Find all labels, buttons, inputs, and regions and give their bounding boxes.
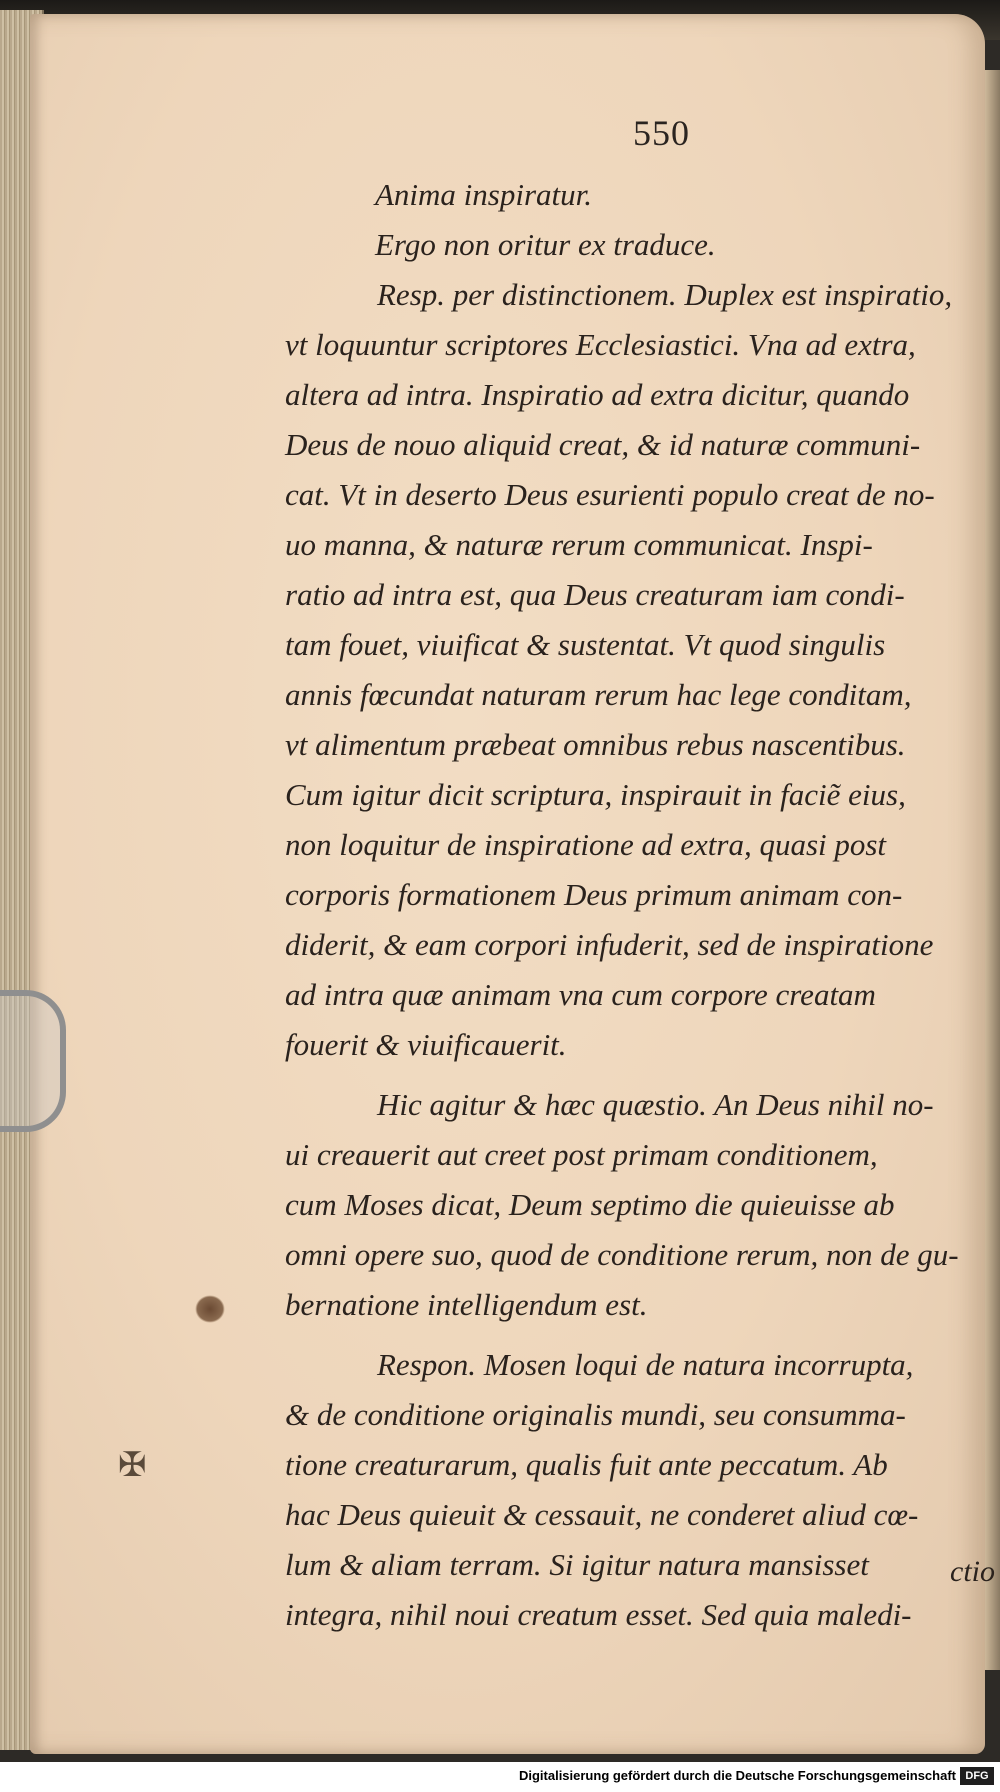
text-line: ui creauerit aut creet post primam conditionem, (285, 1137, 878, 1172)
text-line: non loquitur de inspiratione ad extra, quasi post (285, 827, 887, 862)
dfg-logo-icon: DFG (960, 1767, 994, 1785)
text-line: integra, nihil noui creatum esset. Sed quia maledi- (285, 1597, 912, 1632)
text-line: Ergo non oritur ex traduce. (375, 227, 716, 262)
text-line: vt loquuntur scriptores Ecclesiastici. Vna ad extra, (285, 327, 916, 362)
text-line: tione creaturarum, qualis fuit ante peccatum. Ab (285, 1447, 888, 1482)
text-line: vt alimentum præbeat omnibus rebus nascentibus. (285, 727, 906, 762)
text-line: Respon. Mosen loqui de natura incorrupta, (377, 1347, 914, 1382)
text-line: & de conditione originalis mundi, seu consumma- (285, 1397, 906, 1432)
text-line: bernatione intelligendum est. (285, 1287, 648, 1322)
text-line: cum Moses dicat, Deum septimo die quieuisse ab (285, 1187, 895, 1222)
text-line: ad intra quæ animam vna cum corpore creatam (285, 977, 876, 1012)
page-text (285, 170, 985, 1640)
text-line: Hic agitur & hæc quæstio. An Deus nihil no- (377, 1087, 934, 1122)
page-number: 550 (633, 113, 690, 153)
text-line: tam fouet, viuificat & sustentat. Vt quod singulis (285, 627, 886, 662)
text-line: Anima inspiratur. (375, 177, 593, 212)
text-line: lum & aliam terram. Si igitur natura mansisset (285, 1547, 869, 1582)
text-line: uo manna, & naturæ rerum communicat. Inspi- (285, 527, 873, 562)
page-clip (0, 990, 66, 1132)
text-line: cat. Vt in deserto Deus esurienti populo creat de no- (285, 477, 935, 512)
book-right-edge (985, 70, 1000, 1670)
text-line: fouerit & viuificauerit. (285, 1027, 567, 1062)
text-line: hac Deus quieuit & cessauit, ne conderet aliud cœ- (285, 1497, 919, 1532)
text-line: ratio ad intra est, qua Deus creaturam iam condi- (285, 577, 905, 612)
text-line: Deus de nouo aliquid creat, & id naturæ communi- (285, 427, 921, 462)
text-line: Cum igitur dicit scriptura, inspirauit in faciẽ eius, (285, 777, 906, 812)
text-line: altera ad intra. Inspiratio ad extra dicitur, quando (285, 377, 910, 412)
ornament-icon: ✠ (118, 1447, 147, 1484)
text-line: corporis formationem Deus primum animam con- (285, 877, 903, 912)
text-line: omni opere suo, quod de conditione rerum, non de gu- (285, 1237, 959, 1272)
digitization-credit: Digitalisierung gefördert durch die Deutsche Forschungsgemeinschaft (518, 1768, 956, 1783)
text-line: Resp. per distinctionem. Duplex est inspiratio, (377, 277, 953, 312)
text-line: annis fœcundat naturam rerum hac lege conditam, (285, 677, 912, 712)
ink-stain (195, 1295, 225, 1323)
text-line: diderit, & eam corpori infuderit, sed de inspiratione (285, 927, 934, 962)
catchword: ctio (950, 1555, 995, 1588)
